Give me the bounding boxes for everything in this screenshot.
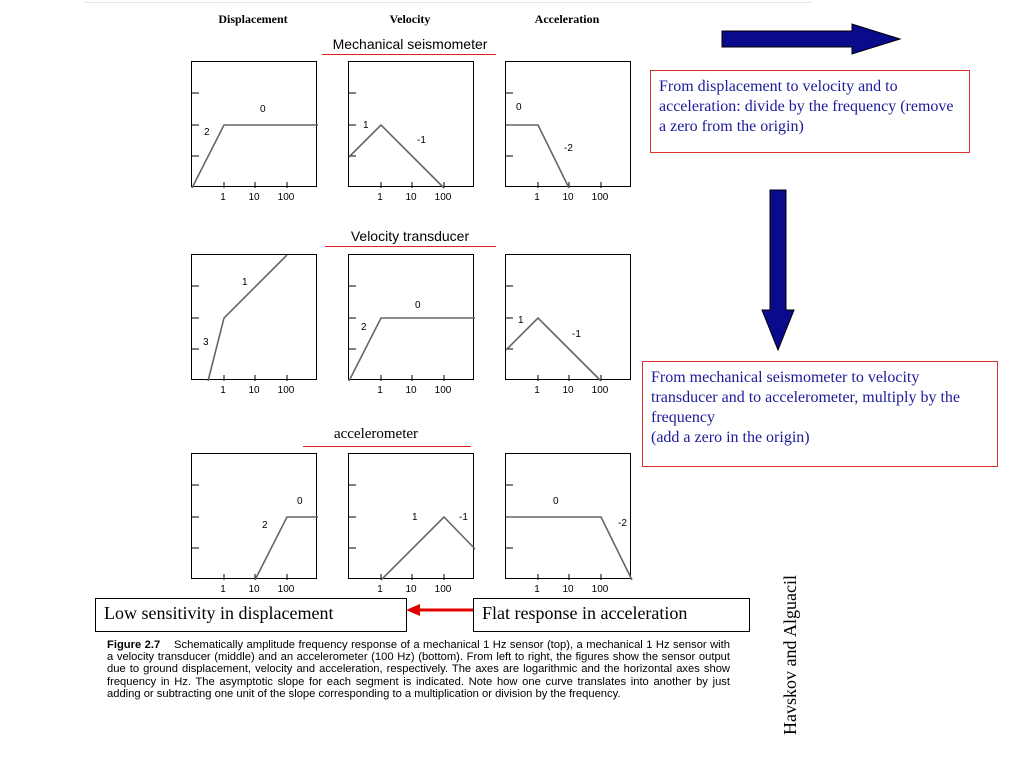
response-plot-svg [506, 255, 632, 381]
x-tick-label: 100 [277, 192, 295, 203]
x-tick-label: 10 [562, 385, 574, 396]
x-tick-label: 100 [434, 385, 452, 396]
x-tick-label: 100 [591, 192, 609, 203]
slope-label: 2 [262, 520, 268, 531]
x-tick-label: 1 [220, 192, 226, 203]
low-sensitivity-label: Low sensitivity in displacement [95, 598, 407, 632]
slope-label: 1 [518, 315, 524, 326]
slope-label: 1 [242, 277, 248, 288]
response-plot-svg [506, 454, 632, 580]
x-tick-label: 100 [277, 385, 295, 396]
slope-label: 1 [412, 512, 418, 523]
x-tick-label: 100 [277, 584, 295, 595]
response-plot-svg [192, 255, 318, 381]
x-tick-label: 100 [434, 192, 452, 203]
section-title-velocity: Velocity transducer [350, 228, 470, 244]
down-arrow-icon [758, 186, 798, 356]
multiply-note [642, 361, 998, 467]
section-underline-mechanical [322, 54, 496, 55]
slope-label: 0 [553, 496, 559, 507]
x-tick-label: 100 [591, 385, 609, 396]
top-rule [84, 2, 812, 3]
caption-text: Schematically amplitude frequency response of a mechanical 1 Hz sensor (top), a mechanical 1 Hz sensor with a velocity transducer (middle) and an accelerometer (100 Hz) (bottom). From left to right, the figures show the sensor output due to ground displacement, velocity and acceleration, respectively. The axes are logarithmic and the horizontal axes show frequency in Hz. The asymptotic slope for each segment is indicated. Note how one curve translates into another by just adding or subtracting one unit of the slope corresponding to a multiplication or division by the frequency. [107, 639, 730, 700]
column-heading-velocity: Velocity [389, 12, 431, 26]
x-tick-label: 100 [591, 584, 609, 595]
response-plot-svg [349, 454, 475, 580]
x-tick-label: 1 [534, 385, 540, 396]
x-tick-label: 10 [248, 584, 260, 595]
x-tick-label: 10 [248, 192, 260, 203]
response-plot [505, 254, 631, 380]
section-underline-velocity [325, 246, 496, 247]
x-tick-label: 10 [562, 192, 574, 203]
x-tick-label: 10 [562, 584, 574, 595]
section-title-accelerometer: accelerometer [333, 426, 419, 442]
slope-label: 0 [415, 300, 421, 311]
section-underline-accelerometer [303, 446, 471, 447]
x-tick-label: 1 [220, 584, 226, 595]
credit-text: Havskov and Alguacil [780, 575, 800, 735]
response-curve [506, 517, 632, 580]
response-plot [191, 254, 317, 380]
slope-label: 2 [204, 127, 210, 138]
divide-note [650, 70, 970, 153]
x-tick-label: 10 [405, 385, 417, 396]
response-plot [348, 453, 474, 579]
section-title-mechanical: Mechanical seismometer [332, 36, 488, 52]
response-plot [191, 453, 317, 579]
response-plot-svg [192, 454, 318, 580]
response-curve [506, 125, 569, 188]
multiply-note-subtext: (add a zero in the origin) [651, 429, 810, 446]
response-plot-svg [506, 62, 632, 188]
response-plot-svg [192, 62, 318, 188]
response-plot [348, 61, 474, 187]
divide-note-text: From displacement to velocity and to acceleration: divide by the frequency (remove a zero from the origin) [659, 78, 954, 135]
x-tick-label: 1 [220, 385, 226, 396]
column-heading-displacement: Displacement [218, 12, 288, 26]
caption-label: Figure 2.7 [107, 639, 161, 651]
slope-label: -1 [459, 512, 468, 523]
response-plot-svg [349, 255, 475, 381]
x-tick-label: 1 [534, 192, 540, 203]
left-arrow-icon [404, 602, 478, 618]
response-plot [505, 61, 631, 187]
slope-label: -1 [572, 329, 581, 340]
response-curve [349, 318, 475, 381]
slope-label: 2 [361, 322, 367, 333]
slope-label: 1 [363, 120, 369, 131]
slope-label: -1 [417, 135, 426, 146]
right-arrow-icon [716, 20, 906, 60]
x-tick-label: 100 [434, 584, 452, 595]
slope-label: 3 [203, 337, 209, 348]
response-plot-svg [349, 62, 475, 188]
x-tick-label: 10 [405, 192, 417, 203]
response-curve [349, 125, 444, 188]
figure-caption [107, 639, 730, 700]
response-plot [348, 254, 474, 380]
slope-label: -2 [564, 143, 573, 154]
slope-label: 0 [297, 496, 303, 507]
response-plot [191, 61, 317, 187]
response-curve [381, 517, 475, 580]
response-curve [192, 125, 318, 188]
x-tick-label: 1 [377, 192, 383, 203]
x-tick-label: 10 [405, 584, 417, 595]
flat-response-label: Flat response in acceleration [473, 598, 750, 632]
response-plot [505, 453, 631, 579]
x-tick-label: 10 [248, 385, 260, 396]
slope-label: -2 [618, 518, 627, 529]
slope-label: 0 [516, 102, 522, 113]
response-curve [208, 255, 287, 381]
x-tick-label: 1 [377, 584, 383, 595]
slope-label: 0 [260, 104, 266, 115]
response-curve [506, 318, 601, 381]
column-heading-acceleration: Acceleration [534, 12, 600, 26]
multiply-note-text: From mechanical seismometer to velocity transducer and to accelerometer, multiply by the frequency [651, 369, 961, 426]
x-tick-label: 1 [534, 584, 540, 595]
x-tick-label: 1 [377, 385, 383, 396]
